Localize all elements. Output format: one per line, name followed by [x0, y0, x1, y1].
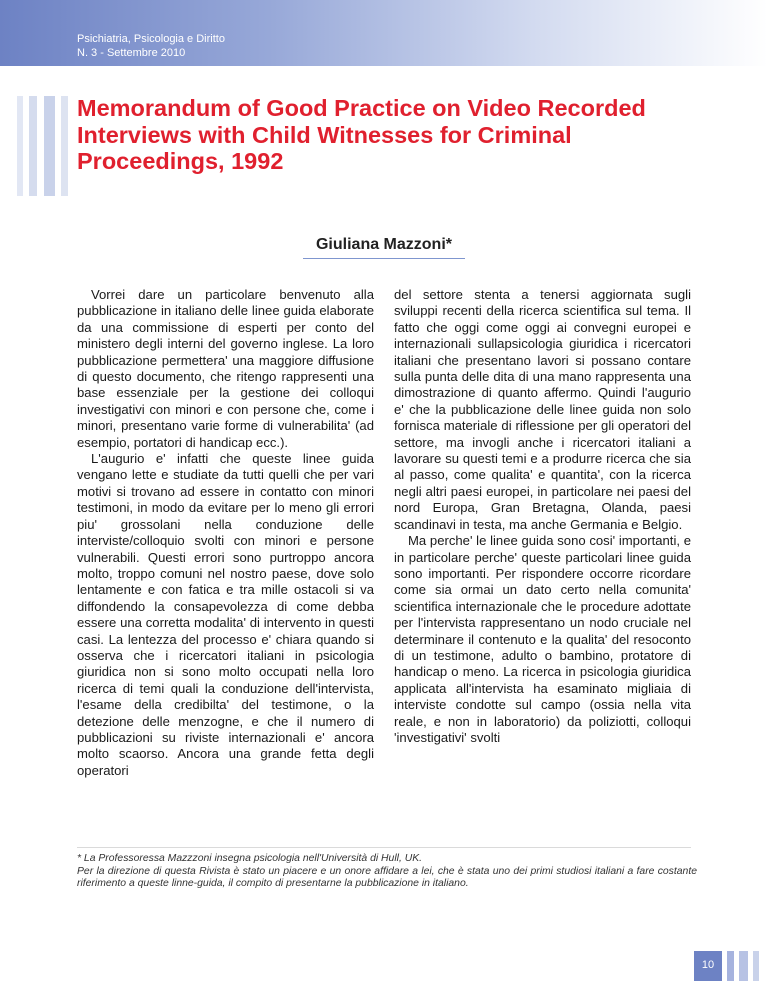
- footnote-divider: [77, 847, 691, 848]
- body-column-right: [394, 287, 691, 746]
- paragraph: Ma perche' le linee guida sono cosi' importanti, e in particolare perche' queste particolari linee guida sono importanti. Per rispondere occorre ricordare come sia ormai un dato certo nella comunita' scientifica internazionale che le procedure adottate per l'intervista rappresentano un nodo cruciale nel determinare il contenuto e la qualita' del resoconto di un testimone, adulto o bambino, protatore di handicap o meno. La ricerca in psicologia giuridica applicata all'intervista ha esaminato migliaia di interviste condotte sul campo (ossia nella vita reale, e non in laboratorio) da poliziotti, colloqui 'investigativi' svolti: [394, 533, 691, 745]
- paragraph: L'augurio e' infatti che queste linee guida vengano lette e studiate da tutti quelli che per vari motivi si trovano ad essere in contatto con minori testimoni, in modo da evitare per lo meno gli errori piu' grossolani nella conduzione delle interviste/colloquio svolti con minori e persone vulnerabili. Questi errori sono purtroppo ancora molto, troppo comuni nel nostro paese, dove solo lentamente e con fatica e tra mille ostacoli si va diffondendo la consapevolezza di come debba essere una corretta modalita' di intervento in questi casi. La lentezza del processo e' chiara quando si osserva che i ricercatori italiani in psicologia giuridica non si sono molto occupati nella loro ricerca di temi quali la conduzione dell'intervista, l'esame della credibilta' del testimone, o la detezione delle menzogne, e che il numero di pubblicazioni su riviste internazionali e' ancora molto scaorso. Ancora una grande fetta degli operatori: [77, 451, 374, 778]
- footnote: [77, 853, 697, 891]
- decorative-bars: [17, 96, 69, 196]
- body-column-left: [77, 287, 374, 779]
- page-number: 10: [701, 959, 715, 971]
- paragraph: del settore stenta a tenersi aggiornata sugli sviluppi recenti della ricerca scientifica sul tema. Il fatto che oggi come oggi ai convegni europei e internazionali sullapsicologia giuridica i ricercatori italiani che presentano lavori si possano contare sulla punta delle dita di una mano rappresenta una dimostrazione di quanto affermo. Quindi l'augurio e' che la pubblicazione delle linee guida non solo fornisca materiale di riflessione per gli operatori del settore, ma invogli anche i ricercatori italiani a lavorare su questi temi e a produrre ricerca che sia al passo, come qualita' e quantita', con la ricerca negli altri paesi europei, in particolare nei paesi del nord Europa, Gran Bretagna, Olanda, paesi scandinavi in testa, ma anche Germania e Belgio.: [394, 287, 691, 532]
- journal-issue: N. 3 - Settembre 2010: [77, 47, 186, 59]
- author-name: Giuliana Mazzoni*: [315, 236, 452, 253]
- article-title: Memorandum of Good Practice on Video Recorded Interviews with Child Witnesses for Criminal Proceedings, 1992: [77, 95, 646, 174]
- footnote-line: Per la direzione di questa Rivista è stato un piacere e un onore affidare a lei, che è stata uno dei primi studiosi italiani a fare costante riferimento a queste linne-guida, il compito di presentarne la pubblicazione in italiano.: [77, 865, 697, 890]
- paragraph: Vorrei dare un particolare benvenuto alla pubblicazione in italiano delle linee guida elaborate da una commissione di esperti per conto del ministero degli interni del governo inglese. La loro pubblicazione permettera' una maggiore diffusione di questo documento, che ritengo rappresenti una base essenziale per la gestione dei colloqui investigativi con minori e con persone che, come i minori, presentano varie forme di vulnerabilita' (ad esempio, portatori di handicap ecc.).: [77, 287, 374, 450]
- running-header: [77, 32, 225, 60]
- journal-name: Psichiatria, Psicologia e Diritto: [77, 33, 225, 45]
- author-underline: [303, 258, 465, 259]
- footnote-line: * La Professoressa Mazzzoni insegna psicologia nell'Università di Hull, UK.: [77, 853, 423, 864]
